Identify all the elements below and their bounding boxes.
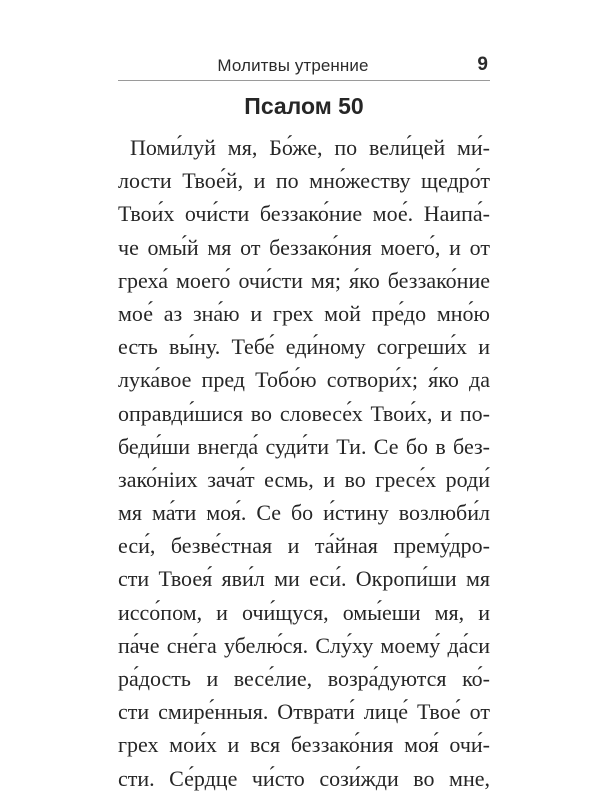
text-line: иссо́пом, и очи́щуся, омы́еши мя, и xyxy=(118,599,490,625)
psalm-title: Псалом 50 xyxy=(244,93,364,119)
text-line: сти Твоея́ яви́л ми еси́. Окропи́ши мя xyxy=(118,566,490,592)
text-line: па́че сне́га убелю́ся. Слу́ху моему́ да́си xyxy=(118,632,490,658)
psalm-text xyxy=(118,131,490,795)
text-line: оправди́шися во словесе́х Твои́х, и по- xyxy=(118,400,490,426)
text-line: сти. Се́рдце чи́сто сози́жди во мне, xyxy=(118,765,490,791)
text-line: беди́ши внегда́ суди́ти Ти. Се бо в без- xyxy=(118,433,490,459)
text-line: мя ма́ти моя́. Се бо и́стину возлюби́л xyxy=(118,500,490,526)
text-line: грех мои́х и вся беззако́ния моя́ очи́- xyxy=(118,732,490,758)
text-line: сти смире́нныя. Отврати́ лице́ Твое́ от xyxy=(118,699,490,725)
text-line: лука́вое пред Тобо́ю сотвори́х; я́ко да xyxy=(118,367,490,393)
header-rule xyxy=(118,80,490,81)
text-line: еси́, безве́стная и та́йная прему́дро- xyxy=(118,533,490,559)
text-line: есть вы́ну. Тебе́ еди́ному согреши́х и xyxy=(118,334,490,360)
text-line: лости Твое́й, и по мно́жеству щедро́т xyxy=(118,168,490,194)
text-line: Поми́луй мя, Бо́же, по вели́цей ми́- xyxy=(130,135,490,160)
text-line: че омы́й мя от беззако́ния моего́, и от xyxy=(118,234,490,260)
text-line: ра́дость и весе́лие, возра́дуются ко́- xyxy=(118,666,490,691)
text-line: зако́нiих зача́т есмь, и во гресе́х роди́ xyxy=(118,466,490,492)
running-head xyxy=(118,52,490,80)
text-line: греха́ моего́ очи́сти мя; я́ко беззако́ние xyxy=(118,267,490,293)
text-line: мое́ аз зна́ю и грех мой пре́до мно́ю xyxy=(118,300,490,326)
running-title: Молитвы утренние xyxy=(217,56,369,75)
page-number: 9 xyxy=(477,54,488,75)
text-line: Твои́х очи́сти беззако́ние мое́. Наипа́- xyxy=(118,201,490,227)
